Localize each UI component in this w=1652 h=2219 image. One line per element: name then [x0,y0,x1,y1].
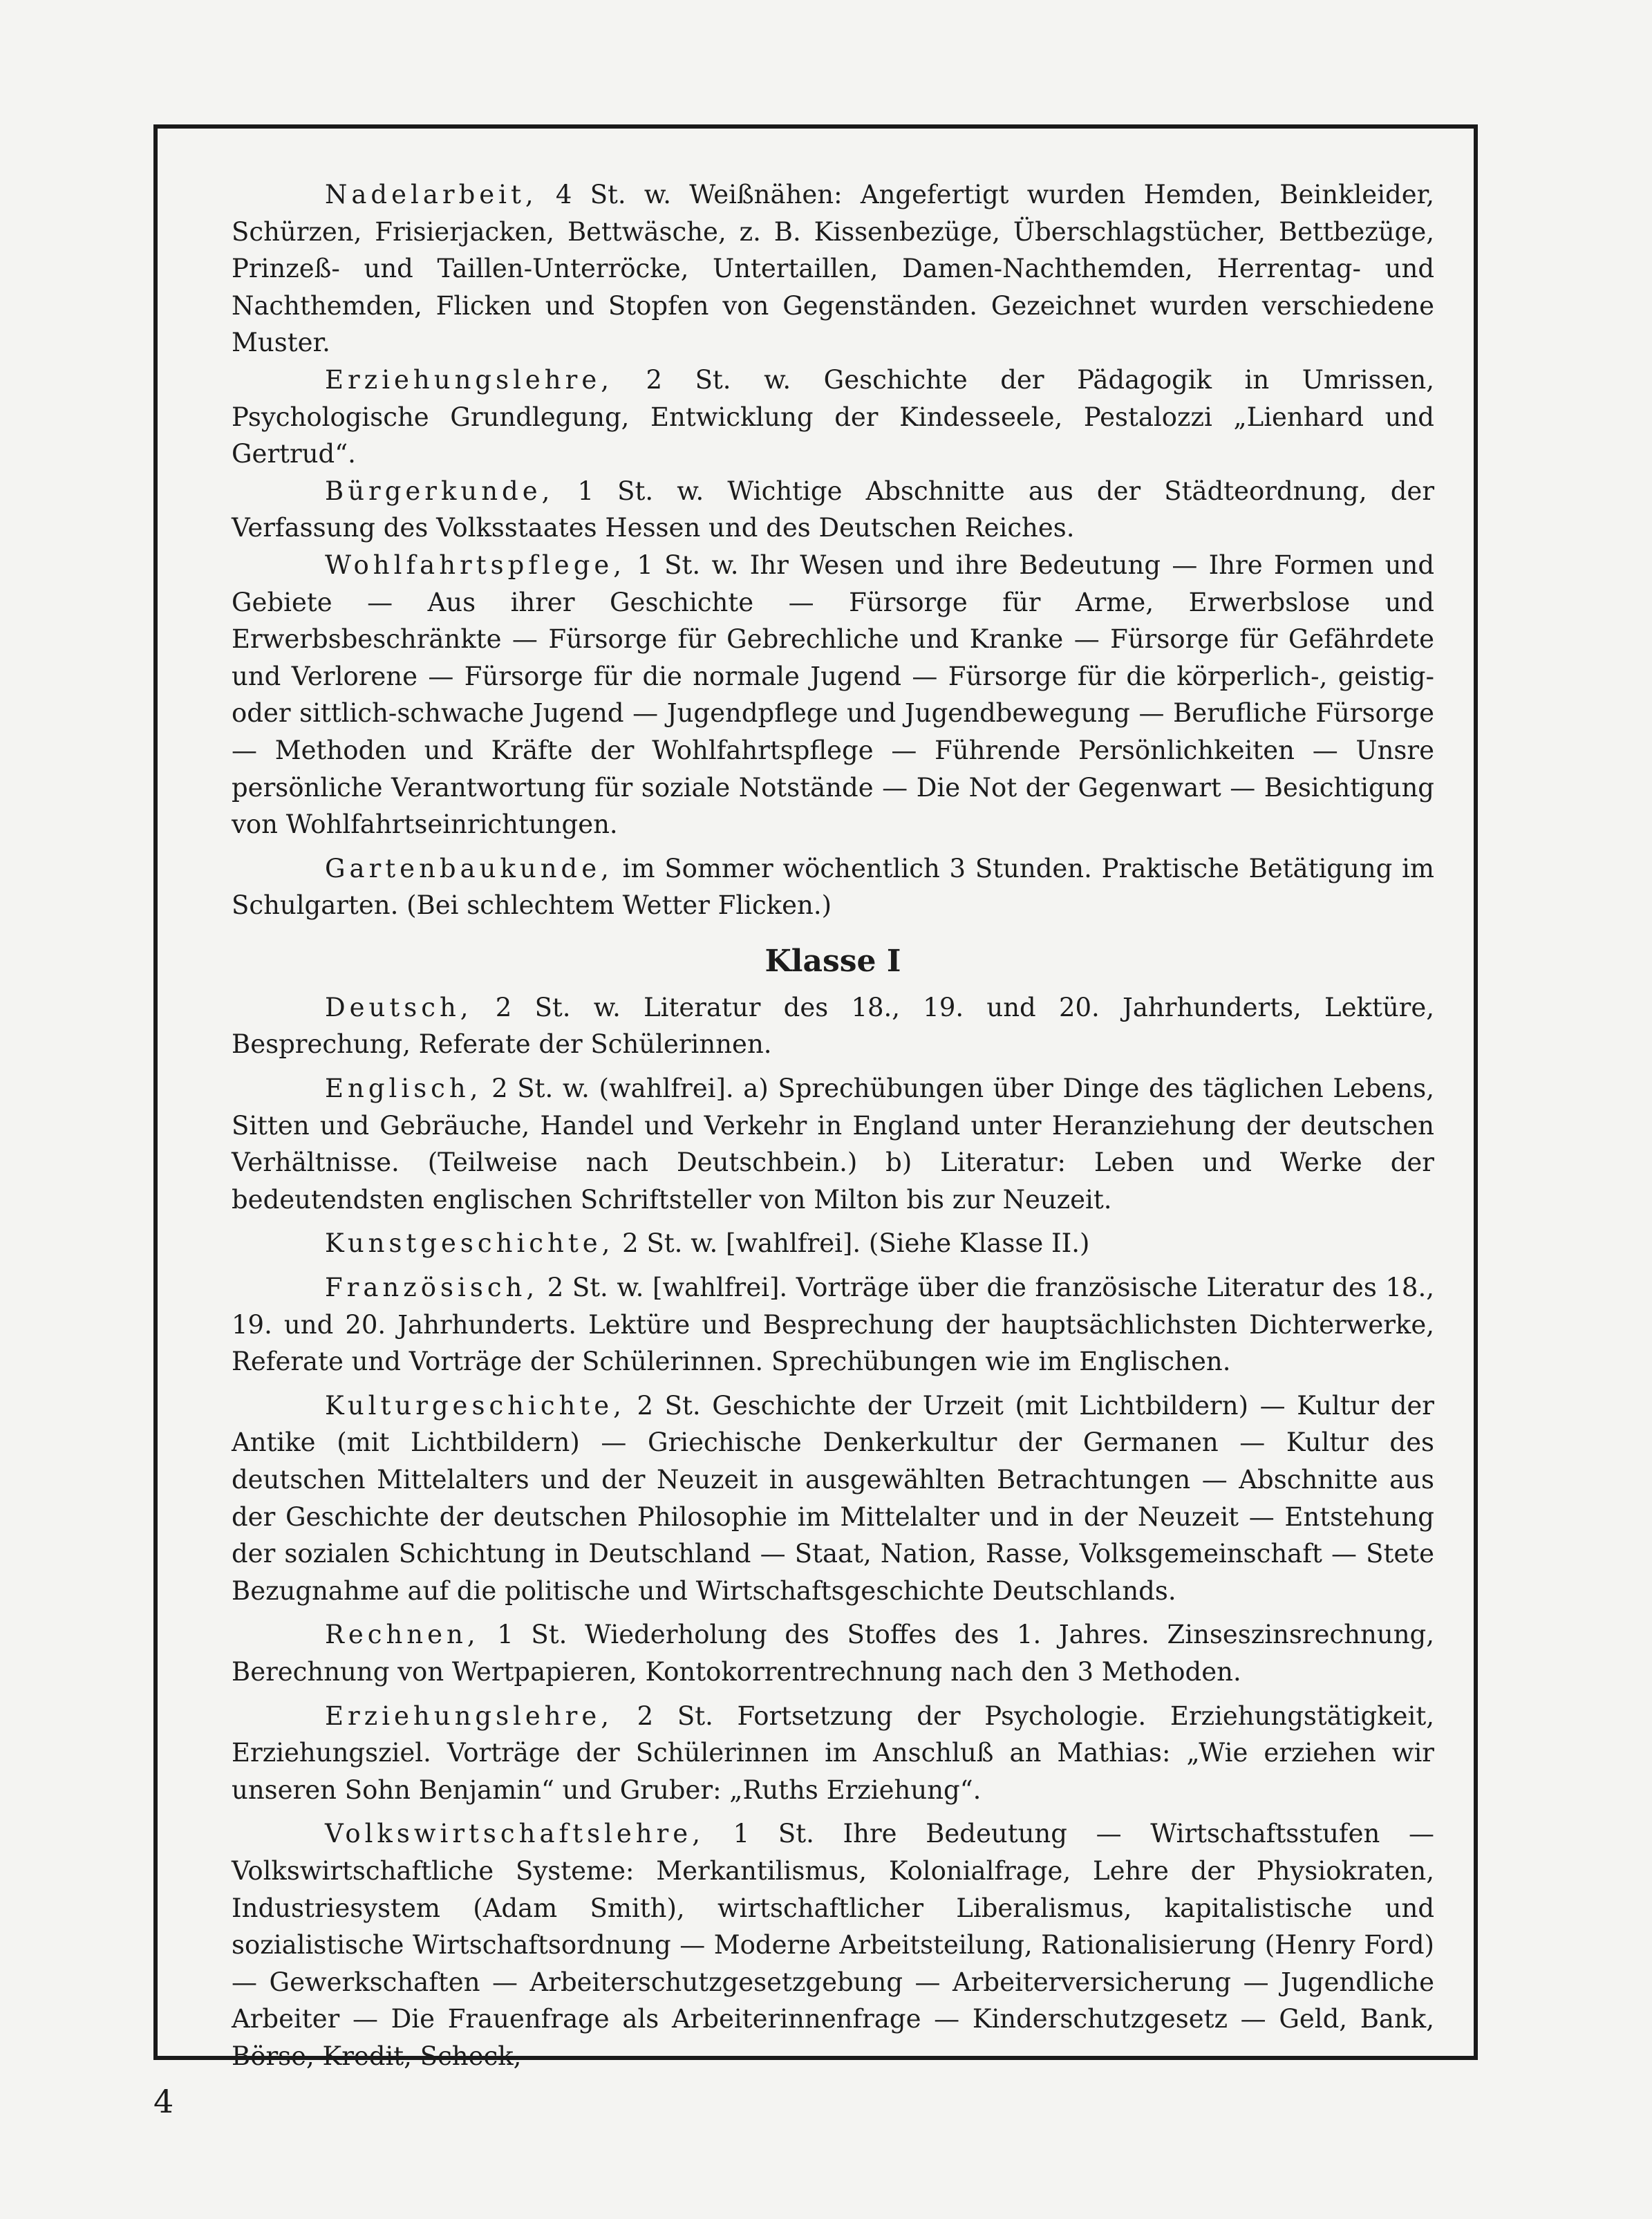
paragraph-deutsch [232,989,1434,1063]
subject-term: Kunstgeschichte, [325,1228,614,1259]
subject-text: 2 St. Fortsetzung der Psychologie. Erziehungstätigkeit, Erziehungsziel. Vorträge der Schülerinnen im Anschluß an Mathias: „Wie erziehen wir unseren Sohn Benjamin“ und Gruber: „Ruths Erziehung“. [232,1701,1434,1805]
subject-term: Deutsch, [325,992,473,1022]
subject-text: 1 St. w. Ihr Wesen und ihre Bedeutung — Ihre Formen und Gebiete — Aus ihrer Geschichte — Fürsorge für Arme, Erwerbslose und Erwerbsbeschränkte — Fürsorge für Gebrechliche und Kranke — Fürsorge für Gefährdete und Verlorene — Fürsorge für die normale Jugend — Fürsorge für die körperlich-, geistig- oder sittlich-schwache Jugend — Jugendpflege und Jugendbewegung — Berufliche Fürsorge — Methoden und Kräfte der Wohlfahrtspflege — Führende Persönlichkeiten — Unsre persönliche Verantwortung für soziale Notstände — Die Not der Gegenwart — Besichtigung von Wohlfahrtseinrichtungen. [232,550,1434,840]
section-heading: Klasse I [764,943,901,979]
document-body [232,176,1434,2075]
paragraph-volkswirtschaftslehre [232,1815,1434,2075]
subject-term: Kulturgeschichte, [325,1390,626,1421]
subject-text: 1 St. w. Wichtige Abschnitte aus der Städteordnung, der Verfassung des Volksstaates Hessen und des Deutschen Reiches. [232,476,1434,543]
subject-term: Gartenbaukunde, [325,853,613,883]
paragraph-englisch [232,1070,1434,1218]
subject-text: 2 St. w. [wahlfrei]. (Siehe Klasse II.) [614,1228,1090,1259]
subject-term: Bürgerkunde, [325,476,554,506]
subject-text: 2 St. w. Literatur des 18., 19. und 20. Jahrhunderts, Lektüre, Besprechung, Referate der Schülerinnen. [232,992,1434,1060]
subject-text: 2 St. w. Geschichte der Pädagogik in Umrissen, Psychologische Grundlegung, Entwicklung der Kindesseele, Pestalozzi „Lienhard und Gertrud“. [232,364,1434,469]
subject-term: Rechnen, [325,1620,480,1650]
subject-text: 1 St. Wiederholung des Stoffes des 1. Jahres. Zinseszinsrechnung, Berechnung von Wertpapieren, Kontokorrentrechnung nach den 3 Methoden. [232,1620,1434,1687]
subject-term: Nadelarbeit, [325,180,538,209]
paragraph-gartenbaukunde [232,850,1434,924]
subject-text: 2 St. w. (wahlfrei]. a) Sprechübungen über Dinge des täglichen Lebens, Sitten und Gebräuche, Handel und Verkehr in England unter Heranziehung der deutschen Verhältnisse. (Teilweise nach Deutschbein.) b) Literatur: Leben und Werke der bedeutendsten englischen Schriftsteller von Milton bis zur Neuzeit. [232,1074,1434,1215]
paragraph-nadelarbeit [232,176,1434,362]
page-number: 4 [153,2083,174,2120]
paragraph-erziehungslehre-2 [232,1698,1434,1809]
paragraph-kunstgeschichte [232,1225,1434,1262]
subject-term: Französisch, [325,1273,539,1303]
subject-text: im Sommer wöchentlich 3 Stunden. Praktische Betätigung im Schulgarten. (Bei schlechtem Wetter Flicken.) [232,853,1434,921]
subject-text: 1 St. Ihre Bedeutung — Wirtschaftsstufen — Volkswirtschaftliche Systeme: Merkantilismus, Kolonialfrage, Lehre der Physiokraten, Industriesystem (Adam Smith), wirtschaftlicher Liberalismus, kapitalistische und sozialistische Wirtschaftsordnung — Moderne Arbeitsteilung, Rationalisierung (Henry Ford) — Gewerkschaften — Arbeiterschutzgesetzgebung — Arbeiterversicherung — Jugendliche Arbeiter — Die Frauenfrage als Arbeiterinnenfrage — Kinderschutzgesetz — Geld, Bank, Börse, Kredit, Scheck, [232,1819,1434,2071]
paragraph-franzoesisch [232,1269,1434,1380]
paragraph-buergerkunde [232,473,1434,547]
subject-text: 2 St. Geschichte der Urzeit (mit Lichtbildern) — Kultur der Antike (mit Lichtbildern) — Griechische Denkerkultur der Germanen — Kultur des deutschen Mittelalters und der Neuzeit in ausgewählten Betrachtungen — Abschnitte aus der Geschichte der deutschen Philosophie im Mittelalter und in der Neuzeit — Entstehung der sozialen Schichtung in Deutschland — Staat, Nation, Rasse, Volksgemeinschaft — Stete Bezugnahme auf die politische und Wirtschaftsgeschichte Deutschlands. [232,1390,1434,1606]
paragraph-kulturgeschichte [232,1387,1434,1610]
paragraph-rechnen [232,1616,1434,1690]
subject-text: 4 St. w. Weißnähen: Angefertigt wurden Hemden, Beinkleider, Schürzen, Frisierjacken, Bettwäsche, z. B. Kissenbezüge, Überschlagstücher, Bettbezüge, Prinzeß- und Taillen-Unterröcke, Untertaillen, Damen-Nachthemden, Herrentag- und Nachthemden, Flicken und Stopfen von Gegenständen. Gezeichnet wurden verschiedene Muster. [232,180,1434,358]
subject-term: Erziehungslehre, [325,1701,613,1731]
subject-term: Wohlfahrtspflege, [325,550,626,580]
paragraph-erziehungslehre [232,362,1434,473]
subject-text: 2 St. w. [wahlfrei]. Vorträge über die französische Literatur des 18., 19. und 20. Jahrhunderts. Lektüre und Besprechung der hauptsächlichsten Dichterwerke, Referate und Vorträge der Schülerinnen. Sprechübungen wie im Englischen. [232,1273,1434,1377]
subject-term: Erziehungslehre, [325,364,613,395]
paragraph-wohlfahrtspflege [232,547,1434,843]
subject-term: Volkswirtschaftslehre, [325,1819,704,1849]
subject-term: Englisch, [325,1074,482,1104]
